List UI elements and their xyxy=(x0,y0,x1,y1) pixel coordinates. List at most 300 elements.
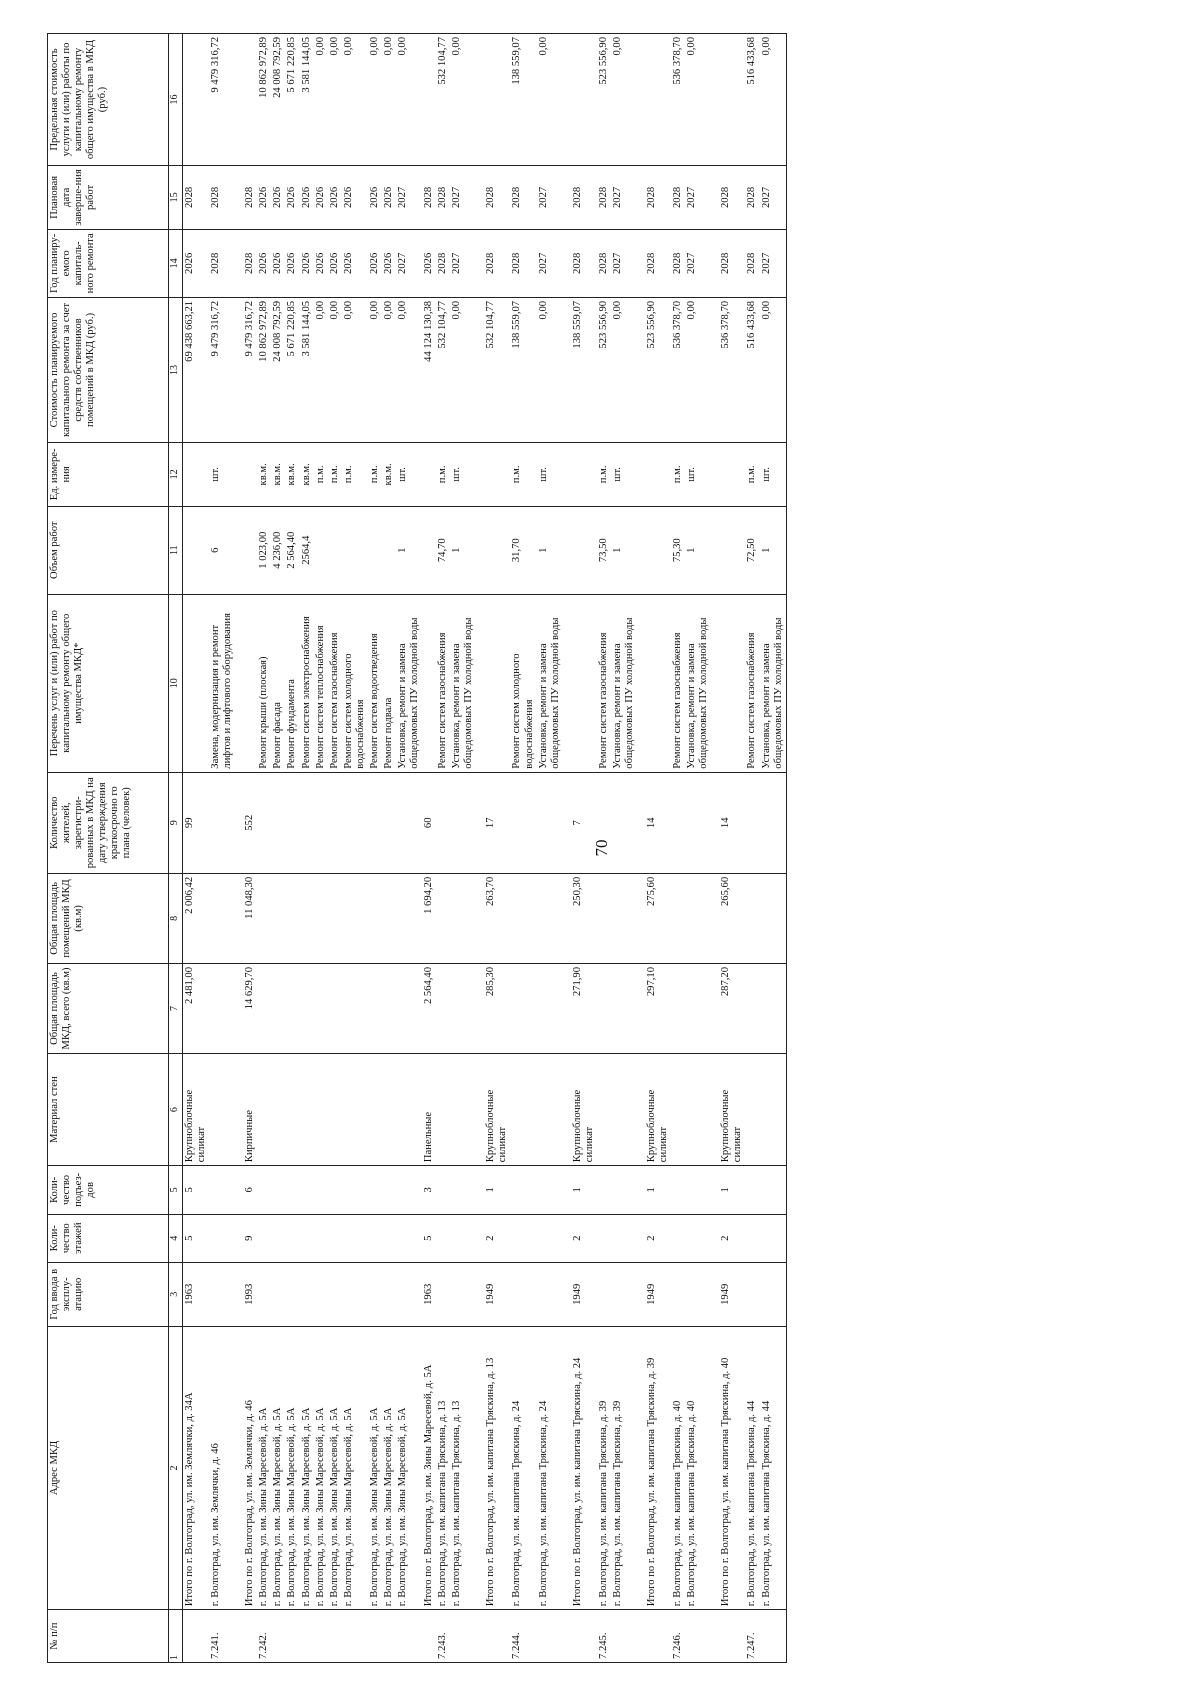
spacer-row xyxy=(637,34,645,1663)
column-header: Адрес МКД xyxy=(48,1326,169,1610)
table-cell xyxy=(685,963,711,1053)
table-row xyxy=(300,34,314,1663)
table-cell: 1 xyxy=(685,506,711,594)
spacer-cell xyxy=(235,297,243,442)
table-cell: 10 862 972,89 xyxy=(257,34,271,166)
table-cell: 2026 xyxy=(271,166,285,230)
table-row xyxy=(760,34,787,1663)
table-row xyxy=(328,34,342,1663)
table-cell: 2027 xyxy=(611,166,637,230)
table-cell xyxy=(484,1610,510,1663)
table-cell xyxy=(243,442,257,506)
table-row xyxy=(257,34,271,1663)
table-cell: 2027 xyxy=(396,229,422,297)
table-cell xyxy=(342,1262,368,1326)
table-cell xyxy=(436,772,450,873)
table-cell xyxy=(671,1054,685,1166)
table-cell xyxy=(760,873,787,963)
table-cell: 2026 xyxy=(314,166,328,230)
column-number: 9 xyxy=(169,772,183,873)
table-cell xyxy=(671,1214,685,1262)
table-cell xyxy=(510,772,536,873)
table-cell xyxy=(271,1166,285,1214)
table-cell: 2 564,40 xyxy=(285,506,299,594)
table-cell xyxy=(450,772,476,873)
table-cell xyxy=(745,1166,759,1214)
table-cell: п.м. xyxy=(745,442,759,506)
column-header: Общая площадь помещений МКД (кв.м) xyxy=(48,873,169,963)
table-row xyxy=(611,34,637,1663)
spacer-cell xyxy=(563,1166,571,1214)
table-cell: п.м. xyxy=(671,442,685,506)
column-number: 15 xyxy=(169,166,183,230)
table-cell: 5 671 220,85 xyxy=(285,34,299,166)
column-header: Ед. измере-ния xyxy=(48,442,169,506)
spacer-cell xyxy=(476,1214,484,1262)
table-cell xyxy=(510,1166,536,1214)
table-cell xyxy=(450,1166,476,1214)
table-cell xyxy=(450,1054,476,1166)
table-cell: 2 481,00 xyxy=(183,963,210,1053)
table-cell xyxy=(328,1214,342,1262)
spacer-cell xyxy=(711,1214,719,1262)
table-cell: 2028 xyxy=(719,166,745,230)
table-cell: 523 556,90 xyxy=(597,34,611,166)
table-cell: 5 xyxy=(183,1214,210,1262)
table-cell xyxy=(271,873,285,963)
table-cell xyxy=(271,1610,285,1663)
table-cell: Итого по г. Волгоград, ул. им. Землячки, д. 46 xyxy=(243,1326,257,1610)
table-cell: Итого по г. Волгоград, ул. им. капитана Тряскина, д. 13 xyxy=(484,1326,510,1610)
table-cell xyxy=(314,963,328,1053)
spacer-cell xyxy=(563,1054,571,1166)
table-cell: г. Волгоград, ул. им. капитана Тряскина, д. 39 xyxy=(611,1326,637,1610)
table-cell: Итого по г. Волгоград, ул. им. капитана Тряскина, д. 24 xyxy=(571,1326,597,1610)
table-cell xyxy=(760,1214,787,1262)
spacer-cell xyxy=(476,442,484,506)
table-cell xyxy=(537,1610,563,1663)
table-cell: 24 008 792,59 xyxy=(271,34,285,166)
table-cell xyxy=(300,1214,314,1262)
page-number: 70 xyxy=(592,839,611,857)
table-cell: 2026 xyxy=(422,229,436,297)
table-cell xyxy=(537,1214,563,1262)
spacer-cell xyxy=(637,34,645,166)
table-cell: Установка, ремонт и замена общедомовых ПУ холодной воды xyxy=(685,594,711,772)
table-cell: Ремонт систем газоснабжения xyxy=(436,594,450,772)
table-cell xyxy=(685,1214,711,1262)
table-cell xyxy=(368,772,382,873)
spacer-cell xyxy=(235,1326,243,1610)
table-cell xyxy=(450,963,476,1053)
table-cell: 74,70 xyxy=(436,506,450,594)
table-cell xyxy=(368,1610,382,1663)
table-cell xyxy=(285,1262,299,1326)
table-cell: Ремонт систем газоснабжения xyxy=(328,594,342,772)
table-cell: 1 694,20 xyxy=(422,873,436,963)
table-cell: 2028 xyxy=(745,166,759,230)
table-cell xyxy=(760,1054,787,1166)
table-cell: 523 556,90 xyxy=(645,297,671,442)
spacer-cell xyxy=(637,594,645,772)
table-row xyxy=(436,34,450,1663)
table-cell xyxy=(368,1166,382,1214)
table-cell xyxy=(685,1054,711,1166)
spacer-cell xyxy=(637,873,645,963)
column-header: Предельная стоимость услуги и (или) работы по капитальному ремонту общего имущества в МКД (руб.) xyxy=(48,34,169,166)
table-cell: шт. xyxy=(396,442,422,506)
table-cell: Ремонт систем газоснабжения xyxy=(597,594,611,772)
table-cell: 9 479 316,72 xyxy=(209,34,235,166)
table-cell xyxy=(183,1610,210,1663)
spacer-cell xyxy=(235,34,243,166)
spacer-cell xyxy=(563,772,571,873)
table-cell: г. Волгоград, ул. им. Зины Маресевой, д. 5А xyxy=(285,1326,299,1610)
spacer-cell xyxy=(637,297,645,442)
table-cell xyxy=(300,963,314,1053)
table-cell xyxy=(450,1610,476,1663)
column-header: Объем работ xyxy=(48,506,169,594)
table-cell: шт. xyxy=(537,442,563,506)
table-cell xyxy=(382,1262,396,1326)
table-cell: 69 438 663,21 xyxy=(183,297,210,442)
table-cell xyxy=(760,1610,787,1663)
spacer-cell xyxy=(235,594,243,772)
table-cell xyxy=(382,1214,396,1262)
table-cell: 2 564,40 xyxy=(422,963,436,1053)
table-cell xyxy=(510,873,536,963)
table-cell: п.м. xyxy=(510,442,536,506)
table-cell xyxy=(328,1262,342,1326)
table-cell xyxy=(422,1610,436,1663)
table-cell: 1949 xyxy=(571,1262,597,1326)
table-cell: 3 581 144,05 xyxy=(300,297,314,442)
table-cell xyxy=(314,1610,328,1663)
table-cell xyxy=(328,873,342,963)
spacer-cell xyxy=(711,442,719,506)
table-cell: Крупноблочные силикат xyxy=(645,1054,671,1166)
table-cell xyxy=(719,594,745,772)
table-cell: 73,50 xyxy=(597,506,611,594)
table-cell xyxy=(760,1262,787,1326)
table-cell xyxy=(450,1214,476,1262)
column-number: 7 xyxy=(169,963,183,1053)
table-cell: 1993 xyxy=(243,1262,257,1326)
table-cell xyxy=(382,772,396,873)
table-cell: 250,30 xyxy=(571,873,597,963)
spacer-cell xyxy=(476,1326,484,1610)
table-cell: 9 xyxy=(243,1214,257,1262)
table-cell: кв.м. xyxy=(285,442,299,506)
table-cell: Установка, ремонт и замена общедомовых ПУ холодной воды xyxy=(450,594,476,772)
spacer-cell xyxy=(711,1610,719,1663)
table-cell xyxy=(436,963,450,1053)
table-cell: 138 559,07 xyxy=(571,297,597,442)
table-cell xyxy=(571,1610,597,1663)
table-cell: шт. xyxy=(209,442,235,506)
table-cell: 1949 xyxy=(484,1262,510,1326)
total-row xyxy=(243,34,257,1663)
table-cell xyxy=(209,1054,235,1166)
table-cell xyxy=(342,963,368,1053)
spacer-row xyxy=(235,34,243,1663)
table-cell: 2 006,42 xyxy=(183,873,210,963)
table-cell xyxy=(243,594,257,772)
table-row xyxy=(368,34,382,1663)
table-cell xyxy=(314,1214,328,1262)
table-cell: 3 xyxy=(422,1166,436,1214)
table-cell xyxy=(243,34,257,166)
spacer-row xyxy=(563,34,571,1663)
spacer-cell xyxy=(476,594,484,772)
table-cell xyxy=(760,963,787,1053)
spacer-cell xyxy=(637,1214,645,1262)
table-cell: 2028 xyxy=(645,229,671,297)
table-cell xyxy=(760,1166,787,1214)
spacer-cell xyxy=(637,1610,645,1663)
spacer-cell xyxy=(711,1166,719,1214)
table-cell xyxy=(396,772,422,873)
capital-repair-table xyxy=(47,33,787,1663)
table-cell: 0,00 xyxy=(450,34,476,166)
table-cell: г. Волгоград, ул. им. Зины Маресевой, д. 5А xyxy=(271,1326,285,1610)
table-cell xyxy=(719,34,745,166)
table-cell: 516 433,68 xyxy=(745,34,759,166)
table-cell: 0,00 xyxy=(328,297,342,442)
table-cell: 2028 xyxy=(243,229,257,297)
table-cell: 0,00 xyxy=(328,34,342,166)
table-cell: 5 xyxy=(422,1214,436,1262)
table-cell: 0,00 xyxy=(396,297,422,442)
table-cell: 60 xyxy=(422,772,436,873)
table-cell: г. Волгоград, ул. им. Зины Маресевой, д. 5А xyxy=(314,1326,328,1610)
table-cell: 2026 xyxy=(183,229,210,297)
table-cell: 0,00 xyxy=(368,34,382,166)
table-cell xyxy=(382,1166,396,1214)
table-cell: 5 xyxy=(183,1166,210,1214)
table-cell xyxy=(300,772,314,873)
total-row xyxy=(422,34,436,1663)
column-number: 1 xyxy=(169,1610,183,1663)
table-cell: 2027 xyxy=(396,166,422,230)
table-cell: 2564,4 xyxy=(300,506,314,594)
table-cell: 2026 xyxy=(314,229,328,297)
table-cell: Установка, ремонт и замена общедомовых ПУ холодной воды xyxy=(537,594,563,772)
table-cell: 2 xyxy=(571,1214,597,1262)
table-cell: 516 433,68 xyxy=(745,297,759,442)
table-cell: 2028 xyxy=(484,229,510,297)
table-cell: 2028 xyxy=(571,166,597,230)
table-cell: 138 559,07 xyxy=(510,34,536,166)
table-row xyxy=(382,34,396,1663)
table-cell: п.м. xyxy=(328,442,342,506)
table-cell xyxy=(422,594,436,772)
table-cell: 2027 xyxy=(537,229,563,297)
spacer-cell xyxy=(235,442,243,506)
table-row xyxy=(209,34,235,1663)
table-cell xyxy=(314,1262,328,1326)
table-cell xyxy=(537,1054,563,1166)
table-cell xyxy=(685,873,711,963)
table-cell xyxy=(645,34,671,166)
table-cell: 7.242. xyxy=(257,1610,271,1663)
table-cell: 14 xyxy=(719,772,745,873)
spacer-cell xyxy=(235,963,243,1053)
table-cell: 99 xyxy=(183,772,210,873)
spacer-cell xyxy=(711,963,719,1053)
spacer-cell xyxy=(711,1054,719,1166)
table-cell xyxy=(745,1054,759,1166)
table-cell: 0,00 xyxy=(342,34,368,166)
table-cell: Крупноблочные силикат xyxy=(484,1054,510,1166)
spacer-cell xyxy=(711,1262,719,1326)
table-cell: 2026 xyxy=(342,229,368,297)
table-cell: Установка, ремонт и замена общедомовых ПУ холодной воды xyxy=(396,594,422,772)
table-cell xyxy=(209,1166,235,1214)
table-cell xyxy=(719,442,745,506)
table-cell: 536 378,70 xyxy=(719,297,745,442)
table-cell: 4 236,00 xyxy=(271,506,285,594)
table-cell: шт. xyxy=(611,442,637,506)
table-cell: 2028 xyxy=(209,229,235,297)
table-cell xyxy=(611,1054,637,1166)
table-cell: 0,00 xyxy=(382,34,396,166)
column-number: 6 xyxy=(169,1054,183,1166)
table-cell: 1 xyxy=(571,1166,597,1214)
table-cell xyxy=(342,1054,368,1166)
table-cell xyxy=(382,873,396,963)
table-cell: Крупноблочные силикат xyxy=(571,1054,597,1166)
table-cell: 2026 xyxy=(328,166,342,230)
table-cell xyxy=(183,594,210,772)
table-cell: Ремонт фасада xyxy=(271,594,285,772)
table-cell: 2 xyxy=(484,1214,510,1262)
table-cell xyxy=(257,1214,271,1262)
table-cell: 14 629,70 xyxy=(243,963,257,1053)
spacer-cell xyxy=(563,594,571,772)
table-cell: 2028 xyxy=(436,229,450,297)
table-cell xyxy=(510,963,536,1053)
table-cell: 285,30 xyxy=(484,963,510,1053)
table-cell xyxy=(484,442,510,506)
table-body xyxy=(183,34,787,1663)
table-cell xyxy=(645,1610,671,1663)
table-cell xyxy=(183,506,210,594)
table-cell: Итого по г. Волгоград, ул. им. Землячки, д. 34А xyxy=(183,1326,210,1610)
total-row xyxy=(183,34,210,1663)
spacer-cell xyxy=(476,297,484,442)
spacer-cell xyxy=(476,34,484,166)
table-cell: 0,00 xyxy=(760,297,787,442)
table-cell: 7.247. xyxy=(745,1610,759,1663)
spacer-cell xyxy=(637,1326,645,1610)
table-cell xyxy=(328,1166,342,1214)
spacer-row xyxy=(711,34,719,1663)
table-cell xyxy=(328,1054,342,1166)
table-cell xyxy=(271,1054,285,1166)
table-row xyxy=(745,34,759,1663)
table-cell: 1949 xyxy=(645,1262,671,1326)
table-cell: 0,00 xyxy=(611,34,637,166)
table-cell xyxy=(510,1262,536,1326)
table-cell: Ремонт систем газоснабжения xyxy=(671,594,685,772)
spacer-cell xyxy=(637,963,645,1053)
spacer-cell xyxy=(476,1166,484,1214)
table-cell xyxy=(314,1166,328,1214)
table-cell: п.м. xyxy=(314,442,328,506)
table-cell: Итого по г. Волгоград, ул. им. капитана Тряскина, д. 40 xyxy=(719,1326,745,1610)
spacer-cell xyxy=(563,1326,571,1610)
table-cell xyxy=(285,1214,299,1262)
table-cell: г. Волгоград, ул. им. Зины Маресевой, д. 5А xyxy=(257,1326,271,1610)
table-cell xyxy=(685,772,711,873)
column-number: 14 xyxy=(169,229,183,297)
table-cell: г. Волгоград, ул. им. капитана Тряскина, д. 13 xyxy=(436,1326,450,1610)
spacer-cell xyxy=(711,229,719,297)
table-cell: 14 xyxy=(645,772,671,873)
table-cell: 7.246. xyxy=(671,1610,685,1663)
table-cell xyxy=(183,442,210,506)
table-cell xyxy=(597,1054,611,1166)
table-cell xyxy=(436,1214,450,1262)
column-header: Перечень услуг и (или) работ по капитальному ремонту общего имущества МКД* xyxy=(48,594,169,772)
table-cell: Ремонт подвала xyxy=(382,594,396,772)
column-number: 11 xyxy=(169,506,183,594)
table-cell: Итого по г. Волгоград, ул. им. Зины Маресевой, д. 5А xyxy=(422,1326,436,1610)
spacer-cell xyxy=(235,166,243,230)
table-cell xyxy=(671,1166,685,1214)
table-cell: 1963 xyxy=(183,1262,210,1326)
table-cell xyxy=(436,1262,450,1326)
table-cell xyxy=(396,1054,422,1166)
table-cell: 271,90 xyxy=(571,963,597,1053)
table-cell: 1 xyxy=(484,1166,510,1214)
table-cell: 1 xyxy=(760,506,787,594)
spacer-cell xyxy=(476,873,484,963)
table-cell xyxy=(368,1262,382,1326)
table-cell: Кирпичные xyxy=(243,1054,257,1166)
total-row xyxy=(484,34,510,1663)
table-cell: 2 xyxy=(645,1214,671,1262)
table-cell xyxy=(328,963,342,1053)
table-cell: 263,70 xyxy=(484,873,510,963)
table-cell xyxy=(382,1054,396,1166)
table-cell xyxy=(510,1214,536,1262)
column-header: Год планиру-емого капиталь-ного ремонта xyxy=(48,229,169,297)
spacer-cell xyxy=(235,873,243,963)
total-row xyxy=(645,34,671,1663)
table-cell: 2028 xyxy=(422,166,436,230)
column-number: 12 xyxy=(169,442,183,506)
table-cell xyxy=(745,772,759,873)
table-row xyxy=(396,34,422,1663)
total-row xyxy=(719,34,745,1663)
spacer-cell xyxy=(711,772,719,873)
table-cell xyxy=(537,1166,563,1214)
table-cell xyxy=(537,1262,563,1326)
table-row xyxy=(685,34,711,1663)
spacer-cell xyxy=(711,34,719,166)
table-cell: г. Волгоград, ул. им. капитана Тряскина, д. 40 xyxy=(671,1326,685,1610)
table-cell xyxy=(745,1214,759,1262)
table-cell: 0,00 xyxy=(760,34,787,166)
table-cell: 2028 xyxy=(209,166,235,230)
table-cell: 2028 xyxy=(571,229,597,297)
table-cell: кв.м. xyxy=(257,442,271,506)
table-cell xyxy=(611,1166,637,1214)
column-header: Общая площадь МКД, всего (кв.м) xyxy=(48,963,169,1053)
table-cell: п.м. xyxy=(342,442,368,506)
